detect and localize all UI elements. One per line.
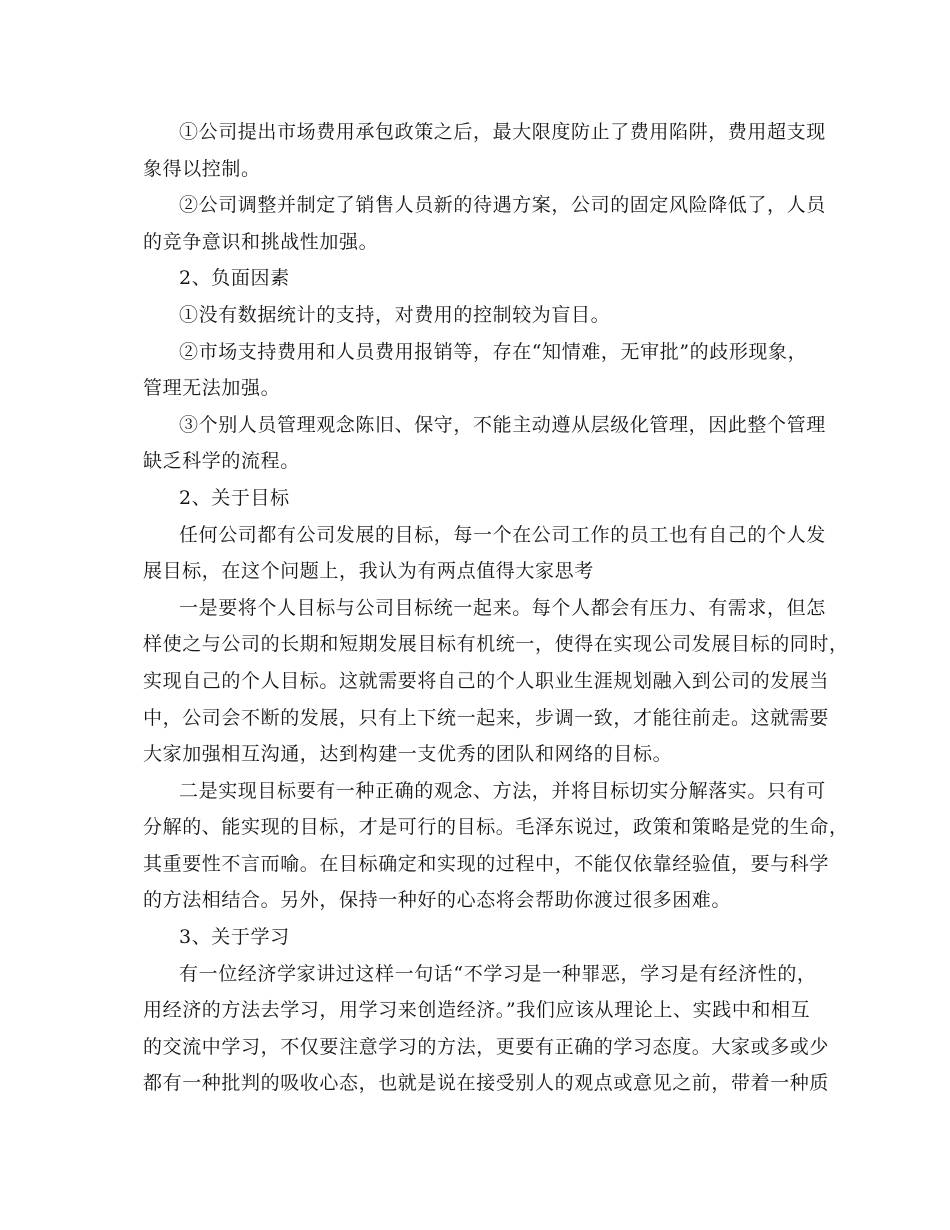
text-line: 缺乏科学的流程。 [143,450,300,473]
text-line: 中，公司会不断的发展，只有上下统一起来，步调一致，才能往前走。这就需要 [143,706,830,729]
document-body [143,114,849,1102]
text-line: 的竞争意识和挑战性加强。 [143,230,379,253]
text-line: 分解的、能实现的目标，才是可行的目标。毛泽东说过，政策和策略是党的生命， [143,816,849,839]
section-heading: 3、关于学习 [179,926,290,949]
text-line: ②公司调整并制定了销售人员新的待遇方案，公司的固定风险降低了，人员 [179,194,826,217]
text-line: 用经济的方法去学习，用学习来创造经济。”我们应该从理论上、实践中和相互 [143,999,811,1022]
text-line: ③个别人员管理观念陈旧、保守，不能主动遵从层级化管理，因此整个管理 [179,413,826,436]
section-heading: 2、负面因素 [179,267,290,290]
text-line: 管理无法加强。 [143,377,281,400]
text-line: 一是要将个人目标与公司目标统一起来。每个人都会有压力、有需求，但怎 [179,596,826,619]
text-line: ①没有数据统计的支持，对费用的控制较为盲目。 [179,303,611,326]
text-line: 的交流中学习，不仅要注意学习的方法，更要有正确的学习态度。大家或多或少 [143,1035,830,1058]
text-line: 有一位经济学家讲过这样一句话“不学习是一种罪恶，学习是有经济性的， [179,962,817,985]
text-line: ①公司提出市场费用承包政策之后，最大限度防止了费用陷阱，费用超支现 [179,121,826,143]
text-line: 样使之与公司的长期和短期发展目标有机统一，使得在实现公司发展目标的同时， [143,633,849,656]
text-line: 二是实现目标要有一种正确的观念、方法，并将目标切实分解落实。只有可 [179,779,826,802]
text-line: 其重要性不言而喻。在目标确定和实现的过程中，不能仅依靠经验值，要与科学 [143,852,830,875]
text-line: 的方法相结合。另外，保持一种好的心态将会帮助你渡过很多困难。 [143,889,732,912]
section-heading: 2、关于目标 [179,486,290,509]
text-line: 大家加强相互沟通，达到构建一支优秀的团队和网络的目标。 [143,743,673,766]
text-line: 展目标，在这个问题上，我认为有两点值得大家思考 [143,560,594,583]
text-line: 都有一种批判的吸收心态，也就是说在接受别人的观点或意见之前，带着一种质 [143,1072,830,1095]
text-line: 象得以控制。 [143,157,261,180]
text-line: 实现自己的个人目标。这就需要将自己的个人职业生涯规划融入到公司的发展当 [143,669,830,692]
text-line: 任何公司都有公司发展的目标，每一个在公司工作的员工也有自己的个人发 [179,523,826,546]
text-line: ②市场支持费用和人员费用报销等，存在“知情难，无审批”的歧形现象， [179,340,808,363]
